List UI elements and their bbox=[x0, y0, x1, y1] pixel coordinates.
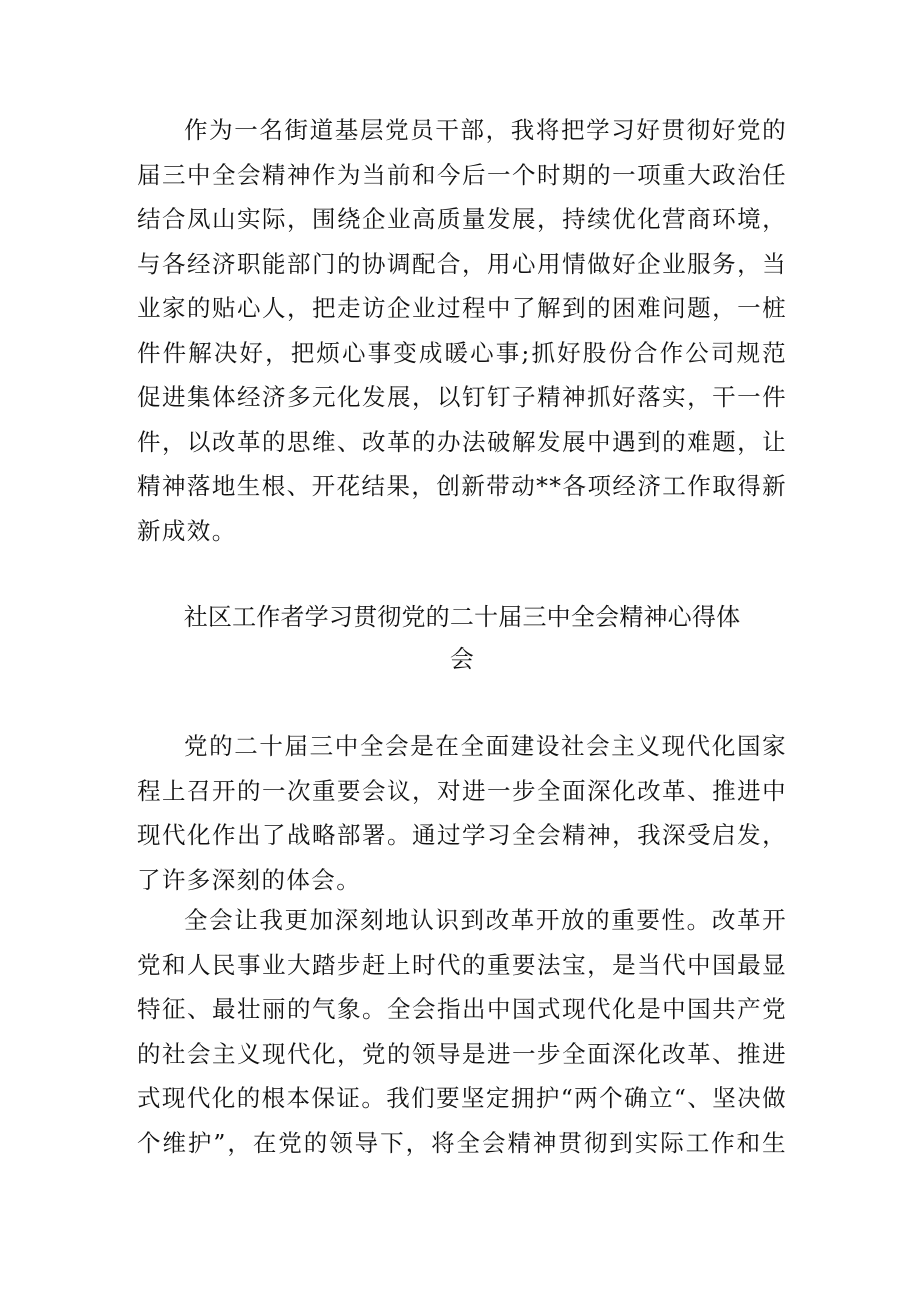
paragraph-line: 式现代化的根本保证。我们要坚定拥护“两个确立“、坚决做 bbox=[137, 1084, 787, 1112]
paragraph-1 bbox=[137, 108, 787, 553]
article-title bbox=[137, 596, 787, 680]
paragraph-line: 精神落地生根、开花结果，创新带动**各项经济工作取得新 bbox=[137, 472, 787, 500]
paragraph-line: 新成效。 bbox=[137, 516, 237, 545]
paragraph-line: 个维护”，在党的领导下，将全会精神贯彻到实际工作和生 bbox=[137, 1128, 787, 1157]
paragraph-line: 全会让我更加深刻地认识到改革开放的重要性。改革开 bbox=[184, 906, 787, 934]
paragraph-line: 届三中全会精神作为当前和今后一个时期的一项重大政治任 bbox=[137, 160, 787, 189]
paragraph-line: 党和人民事业大踏步赶上时代的重要法宝，是当代中国最显 bbox=[137, 950, 787, 979]
paragraph-line: 党的二十届三中全会是在全面建设社会主义现代化国家 bbox=[184, 732, 787, 760]
paragraph-line: 程上召开的一次重要会议，对进一步全面深化改革、推进中 bbox=[137, 776, 787, 805]
paragraph-line: 件件解决好，把烦心事变成暖心事;抓好股份合作公司规范 bbox=[137, 338, 787, 367]
title-line: 会 bbox=[449, 645, 475, 673]
paragraph-3 bbox=[137, 898, 787, 1165]
paragraph-line: 件，以改革的思维、改革的办法破解发展中遇到的难题，让 bbox=[137, 427, 787, 456]
paragraph-line: 与各经济职能部门的协调配合，用心用情做好企业服务，当 bbox=[137, 249, 787, 278]
title-line: 社区工作者学习贯彻党的二十届三中全会精神心得体 bbox=[183, 603, 741, 631]
paragraph-line: 结合凤山实际，围绕企业高质量发展，持续优化营商环境， bbox=[137, 205, 787, 233]
paragraph-line: 作为一名街道基层党员干部，我将把学习好贯彻好党的 bbox=[184, 116, 787, 144]
paragraph-line: 现代化作出了战略部署。通过学习全会精神，我深受启发， bbox=[137, 821, 787, 849]
paragraph-line: 促进集体经济多元化发展，以钉钉子精神抓好落实，干一件 bbox=[137, 383, 787, 411]
paragraph-line: 业家的贴心人，把走访企业过程中了解到的困难问题，一桩 bbox=[137, 294, 787, 322]
paragraph-line: 特征、最壮丽的气象。全会指出中国式现代化是中国共产党 bbox=[137, 995, 787, 1023]
paragraph-line: 了许多深刻的体会。 bbox=[137, 865, 362, 894]
paragraph-line: 的社会主义现代化，党的领导是进一步全面深化改革、推进 bbox=[137, 1039, 787, 1068]
paragraph-2 bbox=[137, 724, 787, 902]
